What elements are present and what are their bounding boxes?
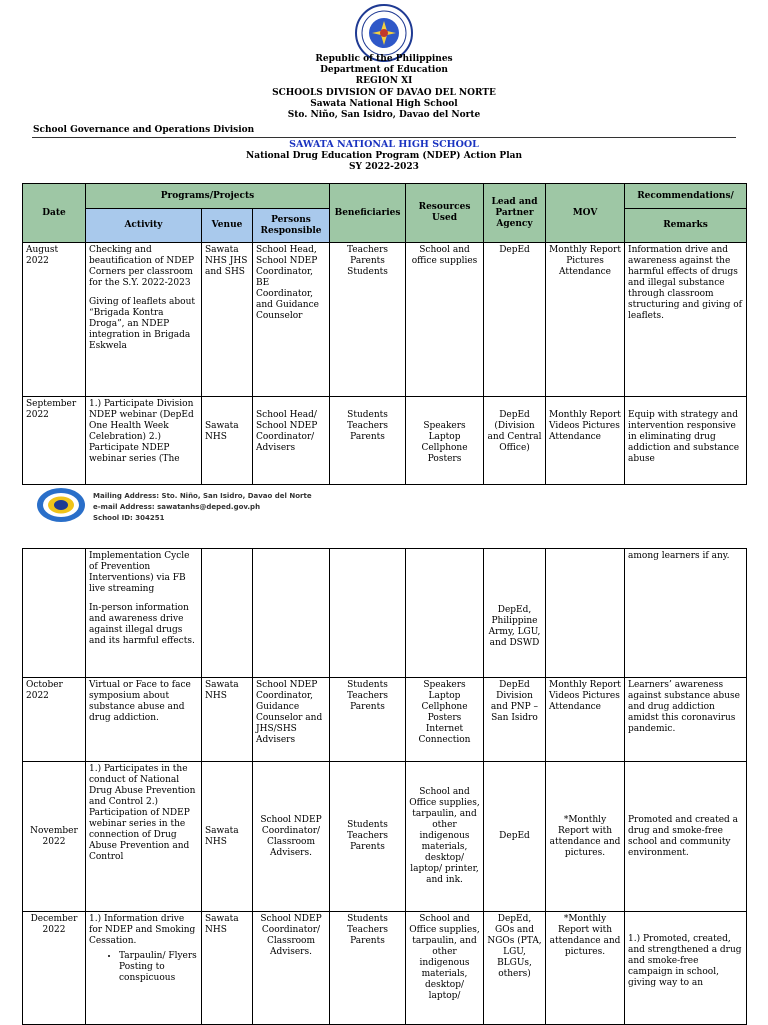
cell-resources: School and office supplies	[406, 243, 484, 397]
cell-activity	[86, 549, 202, 678]
cell-activity: Virtual or Face to face symposium about substance abuse and drug addiction.	[86, 678, 202, 762]
header-line-deped: Department of Education	[320, 65, 448, 76]
school-title: SAWATA NATIONAL HIGH SCHOOL	[289, 139, 479, 150]
header-lead-agency: Lead and Partner Agency	[484, 184, 546, 243]
cell-beneficiaries: Students Teachers Parents	[330, 678, 406, 762]
header-divider	[32, 137, 736, 138]
cell-persons: School Head/ School NDEP Coordinator/ Advisers	[253, 397, 330, 485]
cell-resources: School and Office supplies, tarpaulin, and other indigenous materials, desktop/ laptop/	[406, 912, 484, 1025]
cell-persons: School Head, School NDEP Coordinator, BE Coordinator, and Guidance Counselor	[253, 243, 330, 397]
cell-venue: Sawata NHS JHS and SHS	[202, 243, 253, 397]
table-row	[23, 397, 747, 485]
cell-persons: School NDEP Coordinator, Guidance Counselor and JHS/SHS Advisers	[253, 678, 330, 762]
cell-date: December 2022	[23, 912, 86, 1025]
cell-resources: School and Office supplies, tarpaulin, and other indigenous materials, desktop/ laptop/ printer, and ink.	[406, 762, 484, 912]
cell-beneficiaries	[330, 549, 406, 678]
footer-contact	[93, 491, 312, 524]
header-beneficiaries: Beneficiaries	[330, 184, 406, 243]
cell-date: November 2022	[23, 762, 86, 912]
cell-activity	[86, 243, 202, 397]
table-row	[23, 243, 747, 397]
header-line-republic: Republic of the Philippines	[315, 54, 453, 64]
cell-persons: School NDEP Coordinator/ Classroom Advisers.	[253, 912, 330, 1025]
cell-lead: DepEd	[484, 762, 546, 912]
cell-lead: DepEd	[484, 243, 546, 397]
header-recommendations: Recommendations/	[625, 184, 747, 209]
cell-date: August 2022	[23, 243, 86, 397]
cell-persons	[253, 549, 330, 678]
school-year: SY 2022-2023	[349, 162, 419, 172]
table-row	[23, 762, 747, 912]
cell-activity: 1.) Participates in the conduct of National Drug Abuse Prevention and Control 2.) Participation of NDEP webinar series in the connection of Drug Abuse Prevention and Control	[86, 762, 202, 912]
cell-mov: *Monthly Report with attendance and pictures.	[546, 912, 625, 1025]
cell-beneficiaries: Students Teachers Parents	[330, 762, 406, 912]
table-row	[23, 678, 747, 762]
cell-lead: DepEd, GOs and NGOs (PTA, LGU, BLGUs, others)	[484, 912, 546, 1025]
header-persons: Persons Responsible	[253, 209, 330, 243]
header-activity: Activity	[86, 209, 202, 243]
cell-mov: Monthly Report Videos Pictures Attendance	[546, 397, 625, 485]
cell-venue: Sawata NHS	[202, 762, 253, 912]
footer-school-id: School ID: 304251	[93, 514, 165, 522]
cell-remarks: Equip with strategy and intervention responsive in eliminating drug addiction and substance abuse	[625, 397, 747, 485]
action-plan-table-page1	[22, 183, 747, 485]
header-resources: Resources Used	[406, 184, 484, 243]
cell-resources	[406, 549, 484, 678]
plan-title-block	[0, 151, 768, 173]
activity-bullet-list	[89, 951, 198, 984]
header-line-address: Sto. Niño, San Isidro, Davao del Norte	[287, 110, 481, 121]
activity-paragraph: Checking and beautification of NDEP Corners per classroom for the S.Y. 2022-2023	[89, 245, 195, 288]
cell-lead: DepEd Division and PNP – San Isidro	[484, 678, 546, 762]
footer-email: e-mail Address: sawatanhs@deped.gov.ph	[93, 503, 261, 511]
school-logo	[36, 487, 86, 523]
header-programs: Programs/Projects	[86, 184, 330, 209]
cell-mov: Monthly Report Pictures Attendance	[546, 243, 625, 397]
activity-paragraph: Giving of leaflets about “Brigada Kontra Droga”, an NDEP integration in Brigada Eskwela	[89, 297, 196, 351]
header-venue: Venue	[202, 209, 253, 243]
cell-venue: Sawata NHS	[202, 912, 253, 1025]
cell-beneficiaries: Students Teachers Parents	[330, 397, 406, 485]
cell-activity	[86, 912, 202, 1025]
cell-remarks: Promoted and created a drug and smoke-free school and community environment.	[625, 762, 747, 912]
division-label: School Governance and Operations Division	[33, 125, 255, 135]
activity-paragraph: Implementation Cycle of Prevention Interventions) via FB live streaming	[89, 551, 190, 594]
cell-date: September 2022	[23, 397, 86, 485]
cell-mov: *Monthly Report with attendance and pictures.	[546, 762, 625, 912]
activity-text: 1.) Information drive for NDEP and Smoking Cessation.	[89, 914, 196, 946]
cell-lead: DepEd, Philippine Army, LGU, and DSWD	[484, 549, 546, 678]
footer-mailing-address: Mailing Address: Sto. Niño, San Isidro, Davao del Norte	[93, 492, 312, 500]
header-line-region: REGION XI	[355, 76, 413, 87]
header-line-school: Sawata National High School	[310, 98, 458, 109]
table-row	[23, 549, 747, 678]
plan-title: National Drug Education Program (NDEP) Action Plan	[246, 151, 522, 161]
cell-activity: 1.) Participate Division NDEP webinar (DepEd One Health Week Celebration) 2.) Participate NDEP webinar series (The	[86, 397, 202, 485]
cell-date	[23, 549, 86, 678]
action-plan-table-page2	[22, 548, 747, 1025]
cell-mov	[546, 549, 625, 678]
letterhead	[0, 54, 768, 121]
header-mov: MOV	[546, 184, 625, 243]
cell-remarks: Information drive and awareness against the harmful effects of drugs and illegal substance through classroom structuring and giving of leaflets.	[625, 243, 747, 397]
cell-remarks: Learners’ awareness against substance abuse and drug addiction amidst this coronavirus pandemic.	[625, 678, 747, 762]
cell-venue	[202, 549, 253, 678]
cell-persons: School NDEP Coordinator/ Classroom Advisers.	[253, 762, 330, 912]
header-line-division: SCHOOLS DIVISION OF DAVAO DEL NORTE	[272, 87, 496, 98]
cell-beneficiaries: Students Teachers Parents	[330, 912, 406, 1025]
cell-resources: Speakers Laptop Cellphone Posters	[406, 397, 484, 485]
cell-resources: Speakers Laptop Cellphone Posters Internet Connection	[406, 678, 484, 762]
header-remarks: Remarks	[625, 209, 747, 243]
cell-mov: Monthly Report Videos Pictures Attendance	[546, 678, 625, 762]
cell-venue: Sawata NHS	[202, 397, 253, 485]
list-item: • Tarpaulin/ Flyers Posting to conspicuous	[119, 951, 198, 984]
header-date: Date	[23, 184, 86, 243]
cell-remarks: among learners if any.	[625, 549, 747, 678]
activity-paragraph: In-person information and awareness drive against illegal drugs and its harmful effects.	[89, 603, 195, 646]
table-row	[23, 912, 747, 1025]
cell-date: October 2022	[23, 678, 86, 762]
cell-beneficiaries: Teachers Parents Students	[330, 243, 406, 397]
cell-remarks: 1.) Promoted, created, and strengthened a drug and smoke-free campaign in school, giving way to an	[625, 912, 747, 1025]
cell-venue: Sawata NHS	[202, 678, 253, 762]
cell-lead: DepEd (Division and Central Office)	[484, 397, 546, 485]
